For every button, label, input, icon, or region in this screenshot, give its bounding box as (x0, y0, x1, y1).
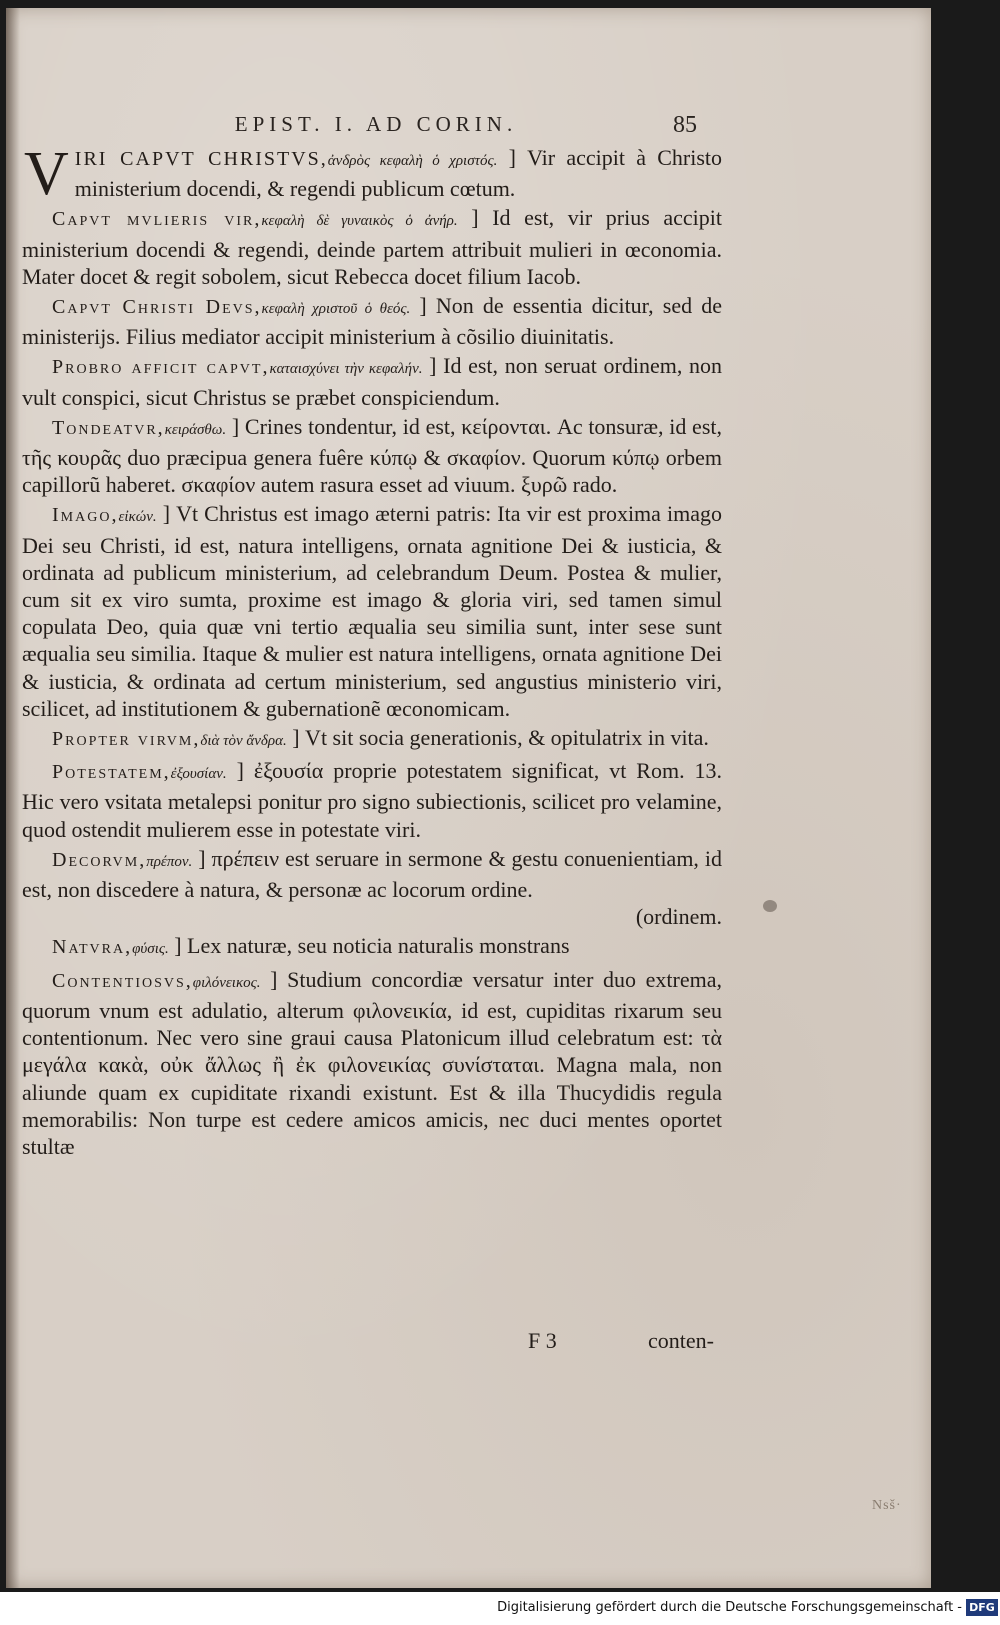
library-stamp: Nsš· (872, 1498, 902, 1513)
lemma: Imago, (52, 504, 119, 527)
paragraph (22, 932, 722, 963)
ink-blot (763, 900, 777, 912)
lemma: Propter virvm, (52, 728, 201, 751)
gloss-text: ] Non de essentia dicitur, sed de ministerijs. Filius mediator accipit ministerium à cõsilio diuinitatis. (22, 293, 723, 350)
drop-capital: V (24, 140, 69, 208)
greek-lemma: διὰ τὸν ἄνδρα. (200, 733, 287, 750)
paragraph (22, 413, 722, 499)
gloss-text: ] Vir accipit à Christo ministerium docendi, & regendi publicum cœtum. (74, 145, 722, 202)
greek-lemma: ἐξουσίαν. (170, 766, 227, 783)
greek-lemma: φύσις. (132, 941, 169, 958)
gloss-text: ] Vt sit socia generationis, & opitulatrix in vita. (292, 725, 709, 751)
greek-lemma: πρέπον. (146, 853, 193, 870)
gloss-text: ] Vt Christus est imago æterni patris: Ita vir est proxima imago Dei seu Christi, id est, natura intelligens, ornata agnitione Dei & iusticia, & ordinata ad publicum ministerium, ad celebrandum Deum. Postea & mulier, cum sit ex viro sumta, proxime est imago & gloria viri, sed tamen simul copulata Deo, quia quæ vni tertio æqualia seu similia sunt, inter sese sunt æqualia seu similia. Itaque & mulier est natura intelligens, ornata agnitione Dei & iusticia, & ordinata ad certum ministerium, sed angustius ministerio viri, scilicet, ad institutionem & gubernationẽ œconomicam. (22, 501, 722, 721)
paragraph (22, 292, 722, 350)
greek-lemma: καταισχύνει τὴν κεφαλήν. (269, 361, 423, 378)
folio-number: 85 (673, 112, 697, 138)
gloss-text: ] Studium concordiæ versatur inter duo extrema, quorum vnum est adulatio, alterum φιλονεικία, id est, cupiditas rixarum seu contentionum. Nec vero sine graui causa Platonicum illud celebratum est: τὰ μεγάλα κακὰ, οὐκ ἄλλως ἢ ἐκ φιλονεικίας συνίσταται. Magna mala, non aliunde quam ex cupiditate rixandi existunt. Est & illa Thucydidis regula memorabilis: Non turpe est cedere amicos amicis, nec duci mentes oportet stultæ (22, 966, 723, 1159)
book-page (6, 8, 931, 1588)
paragraph (22, 757, 722, 843)
paragraph (22, 724, 722, 755)
gloss-text: ] Lex naturæ, seu noticia naturalis monstrans (174, 933, 570, 959)
lemma: Capvt Christi Devs, (52, 296, 262, 319)
catch-line (528, 1328, 728, 1358)
digitization-footer (0, 1596, 1000, 1625)
signature-mark: F 3 (528, 1328, 557, 1353)
lemma: Decorvm, (52, 848, 147, 871)
greek-lemma: κειράσθω. (164, 421, 227, 438)
funding-notice: Digitalisierung gefördert durch die Deutsche Forschungsgemeinschaft - (497, 1600, 962, 1615)
gloss-text: ] Id est, vir prius accipit ministerium docendi & regendi, deinde partem attribuit mulieri in œconomia. Mater docet & regit sobolem, sicut Rebecca docet filium Iacob. (22, 205, 723, 289)
greek-lemma: κεφαλὴ δὲ γυναικὸς ὁ ἀνήρ. (261, 213, 458, 230)
lemma: Potestatem, (52, 761, 171, 784)
paragraph (22, 352, 722, 410)
lemma: Contentiosvs, (52, 969, 193, 992)
gloss-text: ] Id est, non seruat ordinem, non vult conspici, sicut Christus se præbet conspiciendum. (22, 353, 723, 410)
lemma: IRI CAPVT CHRISTVS, (74, 148, 328, 170)
lemma: Capvt mvlieris vir, (52, 208, 262, 231)
catchword: conten- (648, 1328, 714, 1353)
lemma: Probro afficit capvt, (52, 356, 270, 379)
gloss-text: ] πρέπειν est seruare in sermone & gestu conuenientiam, id est, non discedere à natura, & personæ ac locorum ordine. (22, 845, 723, 903)
paragraph (22, 500, 722, 722)
greek-lemma: εἰκών. (118, 509, 157, 526)
page-gutter-shadow (6, 8, 20, 1588)
gloss-text: ] ἐξουσία proprie potestatem significat, vt Rom. 13. Hic vero vsitata metalepsi ponitur pro signo subiectionis, scilicet pro velamine, quod ostendit mulierem esse in potestate viri. (22, 758, 723, 842)
gloss-text: ] Crines tondentur, id est, κείρονται. Ac tonsuræ, id est, τῆς κουρᾶς duo præcipua genera fuêre κύπῳ & σκαφίον. Quorum κύπῳ orbem capillorũ haberet. σκαφίον autem rasura esset ad viuum. ξυρῶ rado. (22, 413, 722, 498)
paragraph (22, 204, 722, 290)
paragraph (22, 966, 722, 1160)
marginal-tail: (ordinem. (635, 904, 722, 930)
greek-lemma: ἀνδρὸς κεφαλὴ ὁ χριστός. (327, 153, 498, 169)
paragraph (22, 845, 722, 931)
greek-lemma: φιλόνεικος. (192, 974, 261, 991)
page-header (6, 112, 931, 142)
paragraph (22, 140, 722, 208)
dfg-logo: DFG (966, 1599, 998, 1616)
lemma: Tondeatvr, (52, 416, 165, 439)
greek-lemma: κεφαλὴ χριστοῦ ὁ θεός. (261, 301, 411, 318)
lemma: Natvra, (52, 936, 133, 959)
commentary-text (22, 140, 723, 1162)
running-head: EPIST. I. AD CORIN. (234, 112, 518, 136)
